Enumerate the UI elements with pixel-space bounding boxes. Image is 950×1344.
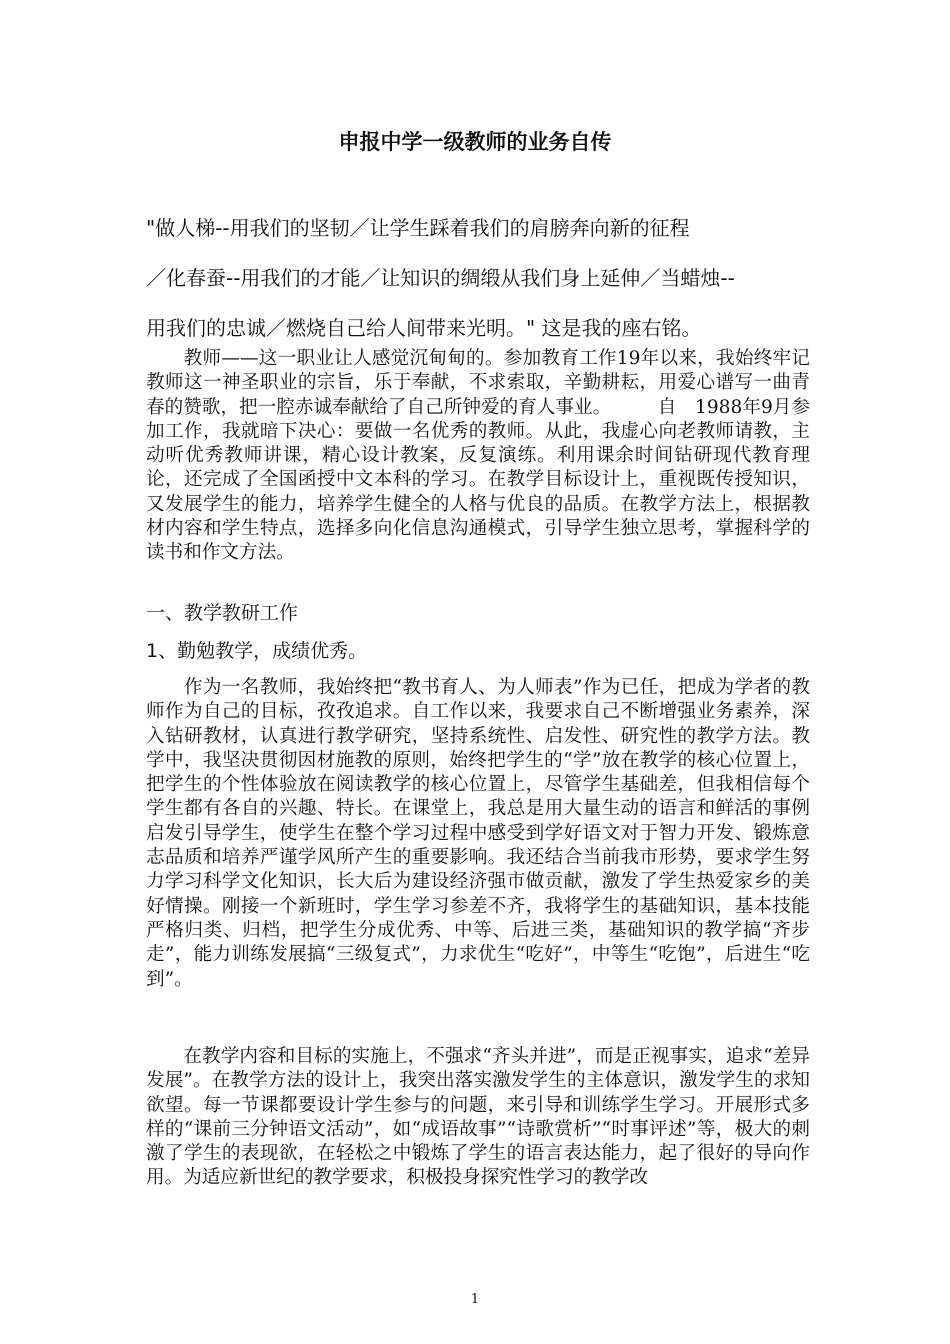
document-title: 申报中学一级教师的业务自传 <box>338 130 612 154</box>
motto-line-3: 用我们的忠诚／燃烧自己给人间带来光明。" 这是我的座右铭。 <box>146 316 702 340</box>
paragraph-methods: 在教学内容和目标的实施上，不强求“齐头并进”，而是正视事实，追求“差异发展”。在教学方法的设计上，我突出落实激发学生的主体意识，激发学生的求知欲望。每一节课都要设计学生参与的问题，来引导和训练学生学习。开展形式多样的“课前三分钟语文活动”，如“成语故事”“诗歌赏析”“时事评述”等，极大的刺激了学生的表现欲，在轻松之中锻炼了学生的语言表达能力，起了很好的导向作用。为适应新世纪的教学要求，积极投身探究性学习的教学改 <box>146 1046 810 1189</box>
paragraph-teaching: 作为一名教师，我始终把“教书育人、为人师表”作为已任，把成为学者的教师作为自己的目标，孜孜追求。自工作以来，我要求自己不断增强业务素养，深入钻研教材，认真进行教学研究，坚持系统性、启发性、研究性的教学方法。教学中，我坚决贯彻因材施教的原则，始终把学生的“学”放在教学的核心位置上，把学生的个性体验放在阅读教学的核心位置上，尽管学生基础差，但我相信每个学生都有各自的兴趣、特长。在课堂上，我总是用大量生动的语言和鲜活的事例启发引导学生，使学生在整个学习过程中感受到学好语文对于智力开发、锻炼意志品质和培养严谨学风所产生的重要影响。我还结合当前我市形势，要求学生努力学习科学文化知识，长大后为建设经济强市做贡献，激发了学生热爱家乡的美好情操。刚接一个新班时，学生学习参差不齐，我将学生的基础知识，基本技能严格归类、归档，把学生分成优秀、中等、后进三类，基础知识的教学搞“齐步走”，能力训练发展搞“三级复式”，力求优生“吃好”，中等生“吃饱”，后进生“吃到”。 <box>146 677 811 990</box>
subsection-heading: 1、勤勉教学，成绩优秀。 <box>146 640 368 662</box>
page-number: 1 <box>470 1292 480 1307</box>
paragraph-intro: 教师——这一职业让人感觉沉甸甸的。参加教育工作19年以来，我始终牢记教师这一神圣职业的宗旨，乐于奉献，不求索取，辛勤耕耘，用爱心谱写一曲青春的赞歌，把一腔赤诚奉献给了自己所钟爱的育人事业。 自 1988年9月参加工作，我就暗下决心：要做一名优秀的教师。从此，我虚心向老教师请教，主动听优秀教师讲课，精心设计教案，反复演练。利用课余时间钻研现代教育理论，还完成了全国函授中文本科的学习。在教学目标设计上，重视既传授知识，又发展学生的能力，培养学生健全的人格与优良的品质。在教学方法上，根据教材内容和学生特点，选择多向化信息沟通模式，引导学生独立思考，掌握科学的读书和作文方法。 <box>146 348 810 564</box>
section-heading: 一、教学教研工作 <box>146 602 299 624</box>
motto-line-2: ／化春蚕--用我们的才能／让知识的绸缎从我们身上延伸／当蜡烛-- <box>146 266 735 290</box>
motto-line-1: "做人梯--用我们的坚韧／让学生踩着我们的肩膀奔向新的征程 <box>146 216 690 240</box>
